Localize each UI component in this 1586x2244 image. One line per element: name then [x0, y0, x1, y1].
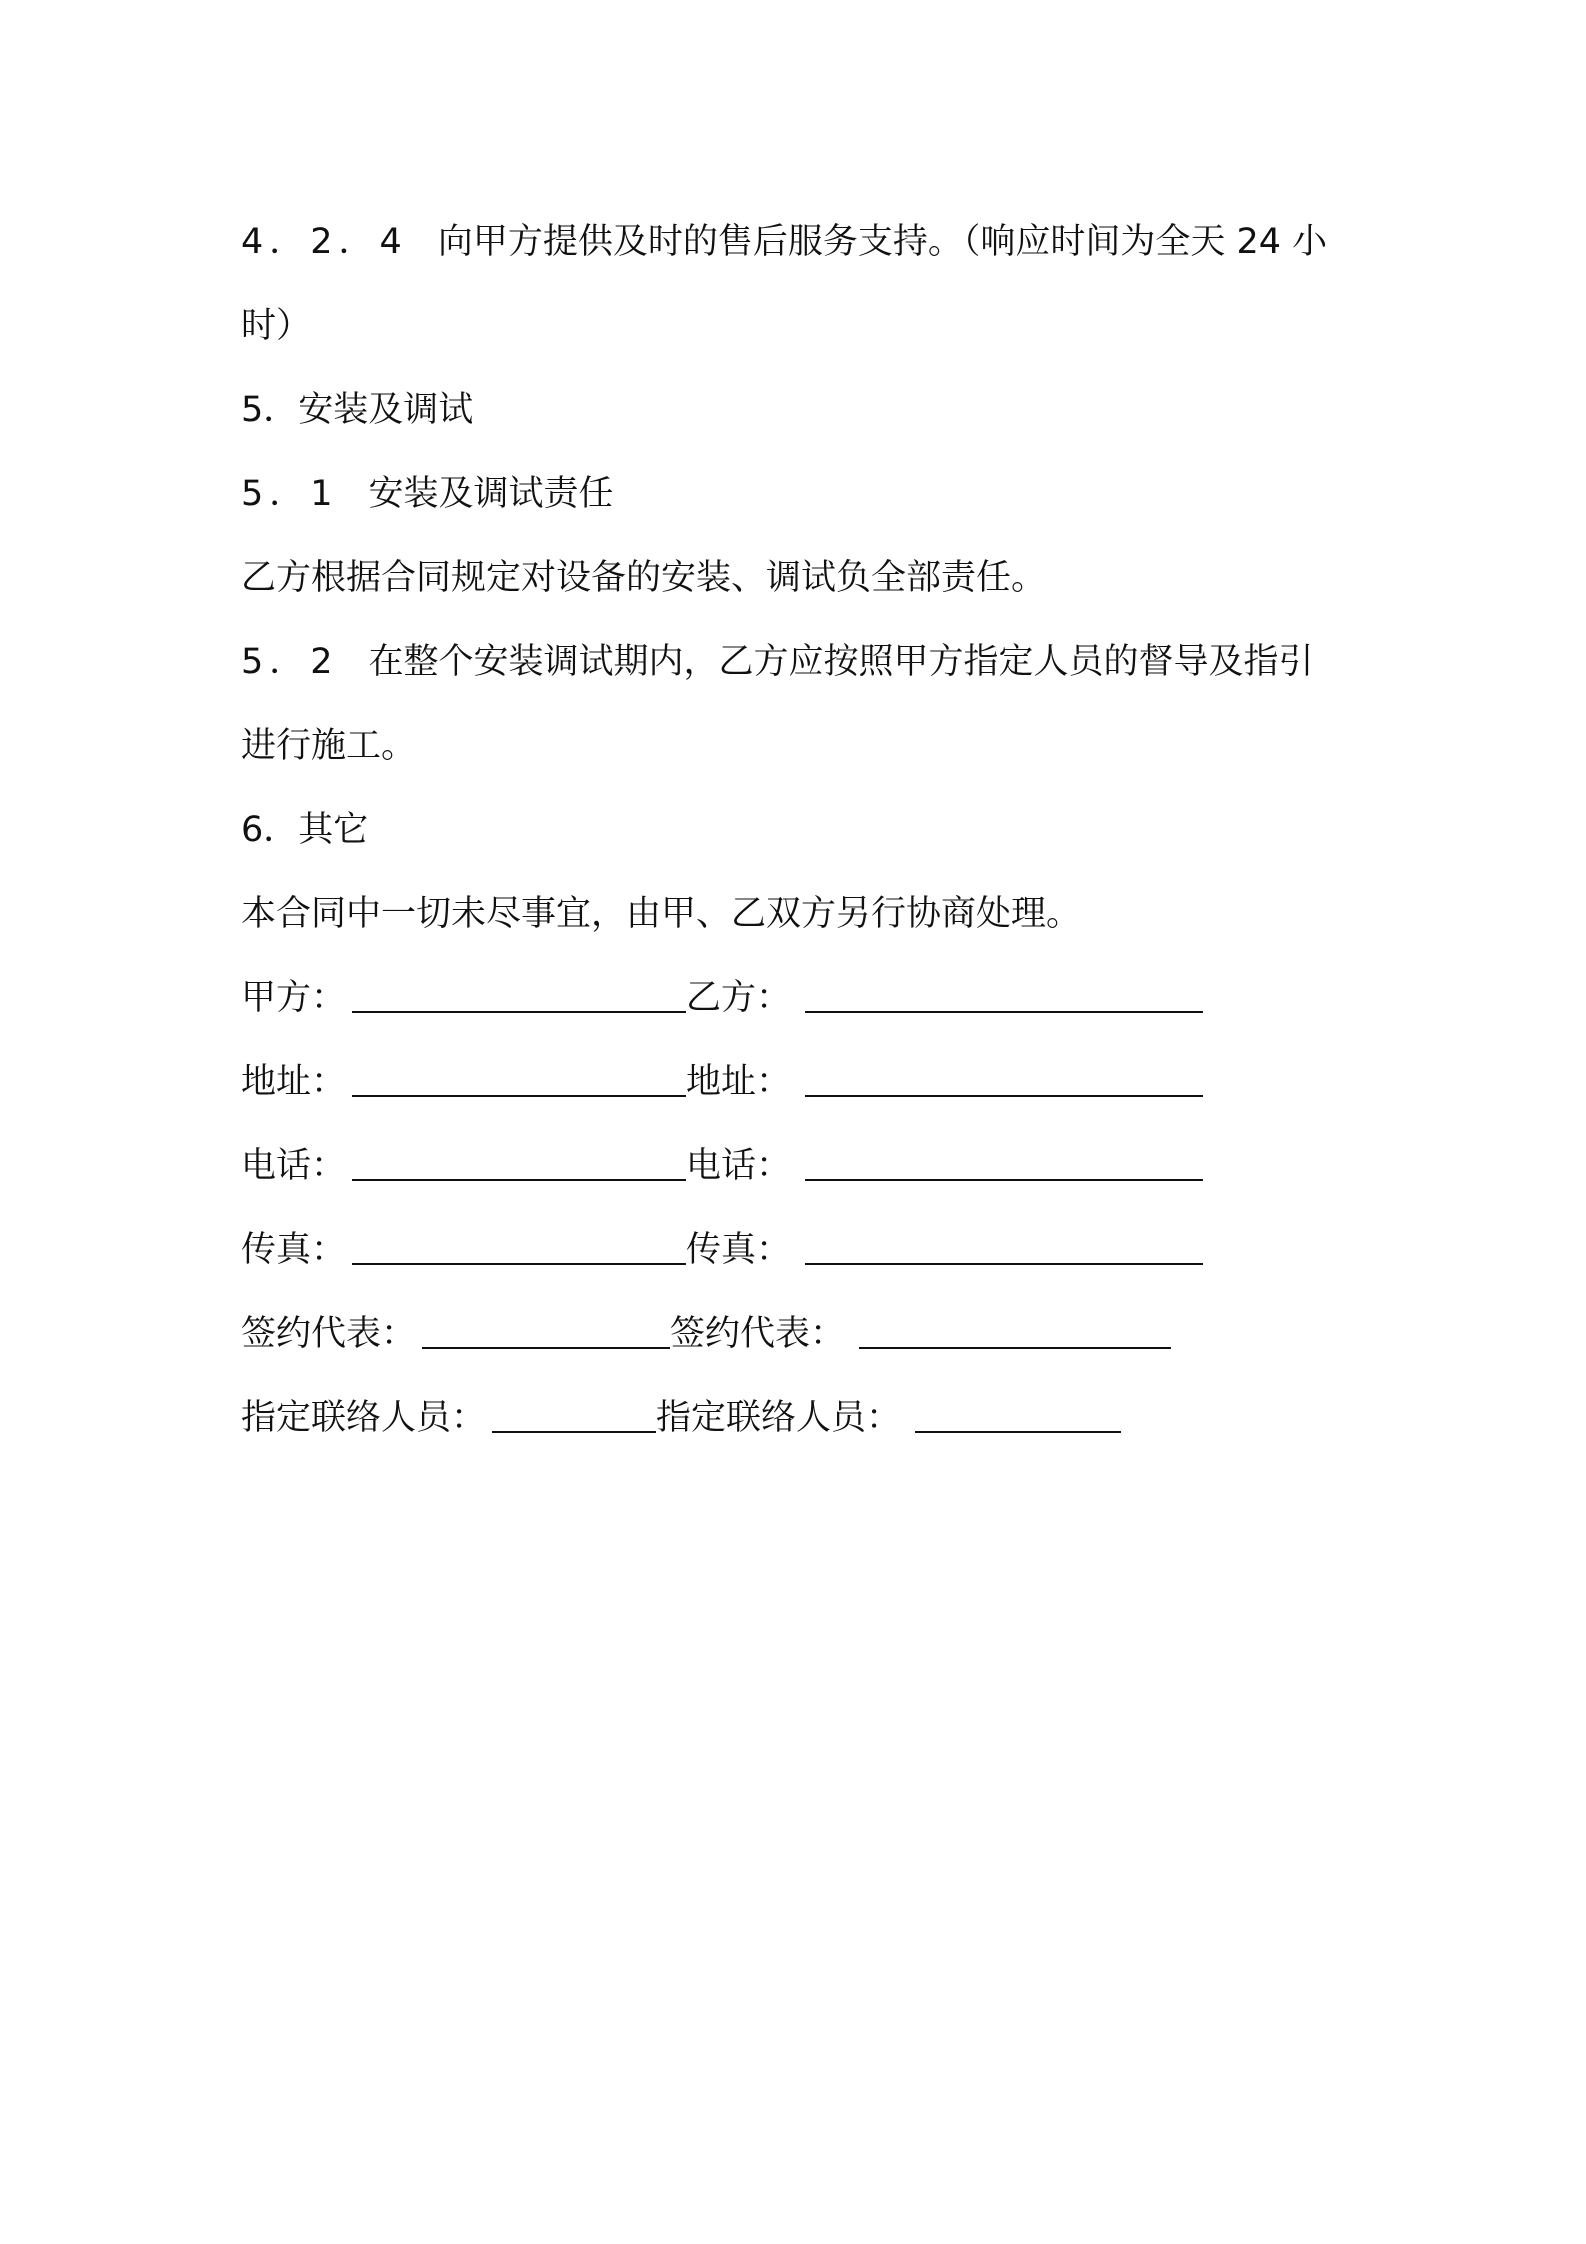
section-6-heading	[241, 788, 1351, 872]
party-a-phone-label: 电话：	[241, 1146, 347, 1186]
party-b-address-label: 地址：	[686, 1062, 792, 1102]
party-b-representative-label: 签约代表：	[670, 1314, 846, 1354]
clause-text: 在整个安装调试期内，乙方应按照甲方指定人员的督导及指引	[368, 642, 1314, 682]
party-a-contact-label: 指定联络人员：	[241, 1398, 487, 1438]
clause-5-2-line1	[241, 620, 1351, 704]
clause-title: 安装及调试责任	[368, 474, 614, 514]
clause-5-1-text	[241, 536, 1351, 620]
party-a-blank[interactable]	[352, 981, 686, 1013]
signature-row-fax	[241, 1208, 1351, 1292]
clause-5-1-heading	[241, 452, 1351, 536]
clause-text-continuation: 进行施工。	[241, 726, 417, 766]
signature-row-party	[241, 956, 1351, 1040]
section-6-text	[241, 872, 1351, 956]
party-a-representative-label: 签约代表：	[241, 1314, 417, 1354]
party-b-address-blank[interactable]	[805, 1065, 1203, 1097]
clause-text: 本合同中一切未尽事宜，由甲、乙双方另行协商处理。	[241, 894, 1082, 934]
party-b-fax-label: 传真：	[686, 1230, 792, 1270]
document-body	[241, 200, 1351, 1460]
section-heading-text: 5．安装及调试	[241, 390, 474, 430]
party-b-phone-blank[interactable]	[805, 1149, 1203, 1181]
clause-4-2-4-line1	[241, 200, 1351, 284]
clause-text: 乙方根据合同规定对设备的安装、调试负全部责任。	[241, 558, 1047, 598]
party-a-label: 甲方：	[241, 978, 347, 1018]
party-b-phone-label: 电话：	[686, 1146, 792, 1186]
section-5-heading	[241, 368, 1351, 452]
clause-4-2-4-line2	[241, 284, 1351, 368]
signature-row-contact	[241, 1376, 1351, 1460]
party-a-representative-blank[interactable]	[422, 1317, 670, 1349]
party-b-fax-blank[interactable]	[805, 1233, 1203, 1265]
party-b-representative-blank[interactable]	[859, 1317, 1171, 1349]
clause-number: 5．2	[241, 642, 339, 682]
clause-text-continuation: 时）	[241, 306, 312, 346]
party-a-address-blank[interactable]	[352, 1065, 686, 1097]
party-a-contact-blank[interactable]	[492, 1401, 656, 1433]
party-b-blank[interactable]	[805, 981, 1203, 1013]
signature-row-address	[241, 1040, 1351, 1124]
party-a-phone-blank[interactable]	[352, 1149, 686, 1181]
party-b-label: 乙方：	[686, 978, 792, 1018]
party-a-address-label: 地址：	[241, 1062, 347, 1102]
section-heading-text: 6．其它	[241, 810, 369, 850]
party-a-fax-blank[interactable]	[352, 1233, 686, 1265]
signature-row-representative	[241, 1292, 1351, 1376]
clause-number: 5．1	[241, 474, 339, 514]
party-b-contact-label: 指定联络人员：	[656, 1398, 902, 1438]
clause-text: 向甲方提供及时的售后服务支持。（响应时间为全天 24 小	[437, 222, 1328, 262]
party-b-contact-blank[interactable]	[915, 1401, 1121, 1433]
clause-number: 4．2．4	[241, 222, 408, 262]
signature-row-phone	[241, 1124, 1351, 1208]
clause-5-2-line2	[241, 704, 1351, 788]
party-a-fax-label: 传真：	[241, 1230, 347, 1270]
